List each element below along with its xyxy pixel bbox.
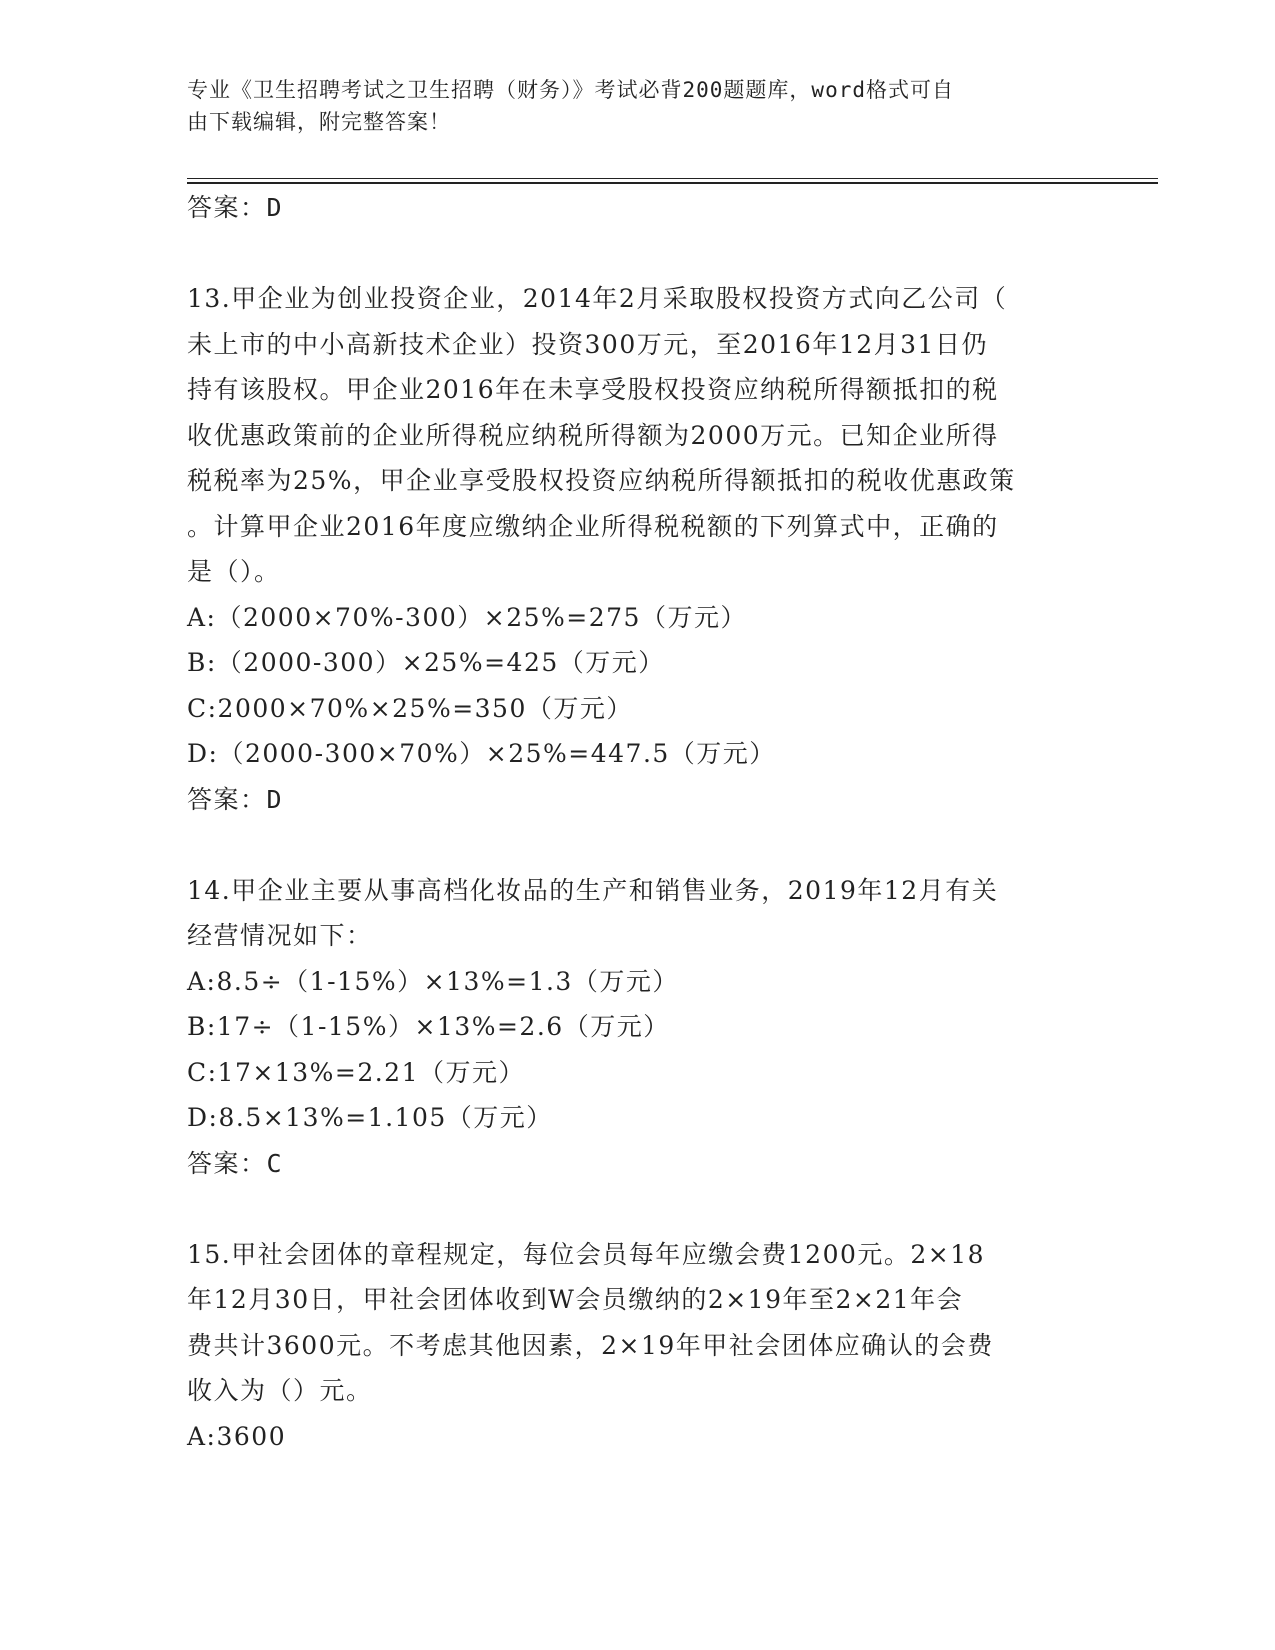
- option-a: A:3600: [187, 1421, 287, 1451]
- question-text-line: 年12月30日，甲社会团体收到W会员缴纳的2×19年至2×21年会: [187, 1285, 964, 1314]
- answer-q13: 答案：D: [187, 784, 284, 814]
- question-text-line: 。计算甲企业2016年度应缴纳企业所得税税额的下列算式中，正确的: [187, 511, 999, 541]
- answer-q12: 答案：D: [187, 193, 284, 222]
- document-body: [187, 185, 1087, 1459]
- option-a: A:8.5÷（1-15%）×13%=1.3（万元）: [187, 966, 679, 996]
- question-14: [187, 868, 1087, 1187]
- question-text-line: 经营情况如下：: [187, 921, 373, 950]
- question-text-line: 14.甲企业主要从事高档化妆品的生产和销售业务，2019年12月有关: [187, 875, 999, 905]
- header-line-1: 专业《卫生招聘考试之卫生招聘（财务）》考试必背200题题库，word格式可自: [187, 78, 954, 102]
- question-13: [187, 276, 1087, 822]
- answer-q14: 答案：C: [187, 1148, 284, 1178]
- page-header: [187, 74, 1087, 138]
- question-text-line: 13.甲企业为创业投资企业，2014年2月采取股权投资方式向乙公司（: [187, 284, 1008, 313]
- option-b: B:（2000-300）×25%=425（万元）: [187, 648, 665, 677]
- question-text-line: 持有该股权。甲企业2016年在未享受股权投资应纳税所得额抵扣的税: [187, 375, 999, 404]
- question-text-line: 收入为（）元。: [187, 1376, 373, 1405]
- option-d: D:（2000-300×70%）×25%=447.5（万元）: [187, 739, 776, 768]
- question-text-line: 是（）。: [187, 557, 281, 586]
- question-text-line: 费共计3600元。不考虑其他因素，2×19年甲社会团体应确认的会费: [187, 1330, 994, 1360]
- header-rule-thin: [187, 178, 1158, 179]
- question-text-line: 15.甲社会团体的章程规定，每位会员每年应缴会费1200元。2×18: [187, 1239, 986, 1269]
- option-b: B:17÷（1-15%）×13%=2.6（万元）: [187, 1012, 670, 1041]
- question-text-line: 税税率为25%，甲企业享受股权投资应纳税所得额抵扣的税收优惠政策: [187, 466, 1016, 495]
- header-line-2: 由下载编辑，附完整答案！: [187, 110, 451, 134]
- option-d: D:8.5×13%=1.105（万元）: [187, 1103, 553, 1132]
- question-text-line: 收优惠政策前的企业所得税应纳税所得额为2000万元。已知企业所得: [187, 420, 999, 450]
- option-c: C:17×13%=2.21（万元）: [187, 1057, 525, 1087]
- option-c: C:2000×70%×25%=350（万元）: [187, 693, 633, 723]
- question-text-line: 未上市的中小高新技术企业）投资300万元，至2016年12月31日仍: [187, 329, 988, 359]
- option-a: A:（2000×70%-300）×25%=275（万元）: [187, 602, 747, 632]
- header-rule-thick: [187, 182, 1158, 184]
- question-15: [187, 1232, 1087, 1460]
